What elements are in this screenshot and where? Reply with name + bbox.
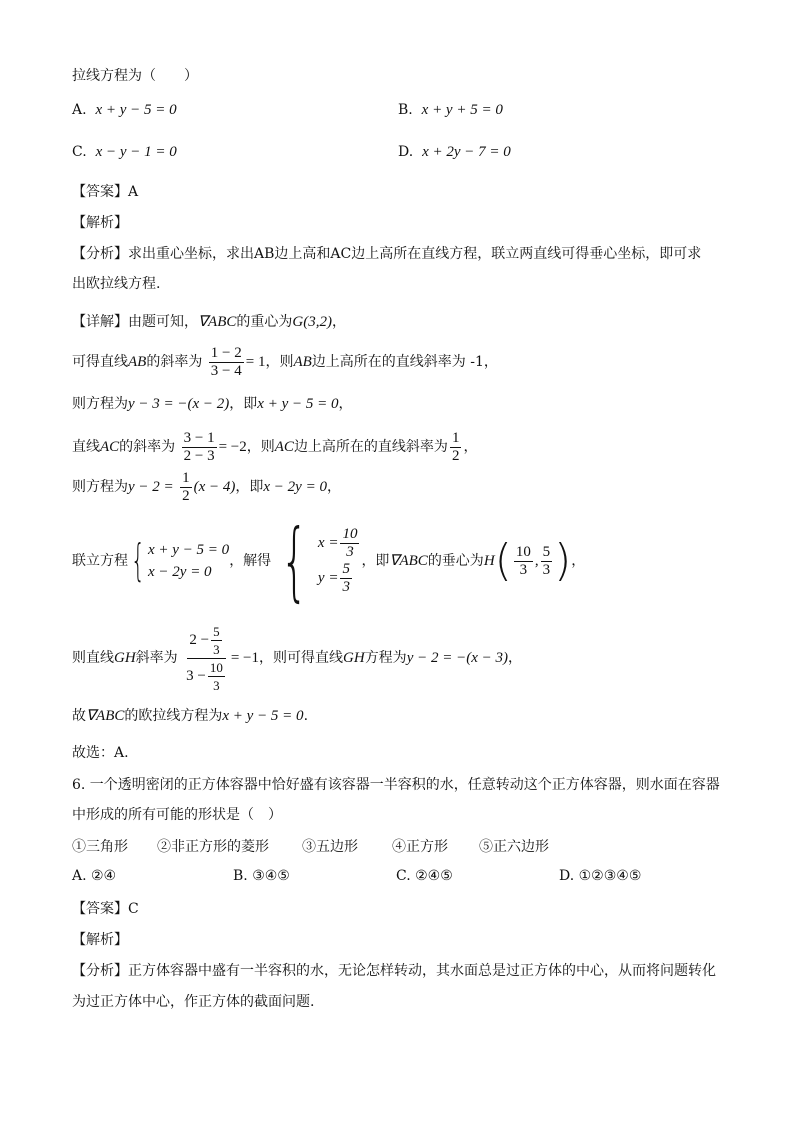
choose-5: 故选：A. bbox=[72, 745, 129, 761]
text: ， bbox=[331, 314, 346, 330]
option-5-a[interactable] bbox=[72, 102, 177, 119]
fraction bbox=[182, 430, 217, 465]
math-expr: = −1 bbox=[230, 650, 260, 666]
option-5-d[interactable] bbox=[398, 144, 511, 161]
fraction bbox=[211, 623, 222, 658]
right-paren: ) bbox=[554, 535, 572, 586]
fraction bbox=[180, 470, 192, 505]
option-expr: x + y − 5 = 0 bbox=[95, 102, 177, 118]
text: 可得直线 bbox=[72, 354, 128, 370]
question-6-line2: 中形成的所有可能的形状是（ ） bbox=[72, 807, 282, 823]
denominator: 2 − 3 bbox=[183, 447, 215, 464]
fenxi-5-line2: 出欧拉线方程. bbox=[72, 276, 161, 292]
fraction bbox=[514, 544, 533, 579]
numerator: 10 bbox=[209, 659, 223, 675]
math-expr: (x − 4) bbox=[193, 479, 236, 495]
text: 的欧拉线方程为 bbox=[124, 708, 223, 724]
detail-5-line3 bbox=[72, 394, 352, 414]
fraction bbox=[209, 345, 244, 380]
math-expr: x = bbox=[317, 534, 339, 551]
fraction bbox=[208, 659, 225, 694]
text: 则方程为 bbox=[72, 396, 128, 412]
text: , bbox=[534, 553, 539, 569]
fenxi-tag: 【分析】 bbox=[72, 246, 128, 262]
option-expr: x + 2y − 7 = 0 bbox=[422, 144, 511, 160]
answer-value: C bbox=[128, 901, 139, 917]
math-var: AB bbox=[293, 354, 312, 370]
left-brace: { bbox=[280, 511, 309, 611]
math-expr: = −2 bbox=[218, 439, 247, 455]
text: 的斜率为 bbox=[119, 439, 176, 455]
denominator: 3 bbox=[346, 544, 354, 560]
numerator: 3 − 1 bbox=[183, 429, 215, 446]
solution-system bbox=[318, 526, 362, 596]
fraction bbox=[340, 561, 352, 596]
fenxi-6-line2: 为过正方体中心，作正方体的截面问题. bbox=[72, 994, 315, 1010]
detail-5-line8 bbox=[72, 706, 308, 726]
text: 的斜率为 bbox=[146, 354, 203, 370]
text: ，即 bbox=[361, 553, 390, 569]
text: ， bbox=[338, 396, 353, 412]
math-var: AC bbox=[274, 439, 294, 455]
denominator: 2 bbox=[451, 447, 460, 464]
text: 联立方程 bbox=[72, 553, 128, 569]
option-letter: B. bbox=[398, 102, 413, 118]
math-expr: y − 2 = −(x − 3) bbox=[406, 650, 508, 666]
numerator: 5 bbox=[213, 623, 220, 639]
numerator: 1 bbox=[451, 429, 460, 446]
denominator: 3 bbox=[213, 677, 220, 693]
math-var: AC bbox=[100, 439, 120, 455]
denominator: 3 bbox=[213, 641, 220, 657]
jiexi-5: 【解析】 bbox=[72, 215, 128, 231]
q6-item-5: ⑤正六边形 bbox=[479, 839, 549, 855]
math-var: GH bbox=[343, 650, 365, 666]
option-6-b[interactable]: B. ③④⑤ bbox=[233, 868, 290, 884]
option-6-a[interactable]: A. ②④ bbox=[72, 868, 117, 884]
answer-6 bbox=[72, 899, 139, 919]
numerator bbox=[187, 623, 225, 659]
fenxi-text: 求出重心坐标，求出AB边上高和AC边上高所在直线方程，联立两直线可得垂心坐标，即可求 bbox=[128, 246, 702, 262]
detail-5-line5 bbox=[72, 468, 341, 506]
detail-5-line2 bbox=[72, 343, 498, 381]
math-expr: y − 2 = bbox=[128, 479, 174, 495]
math-expr: 3 − bbox=[186, 667, 206, 684]
numerator: 10 bbox=[342, 526, 358, 542]
math-expr: 2 − bbox=[189, 631, 210, 648]
option-5-c[interactable] bbox=[72, 144, 177, 161]
math-expr: x + y − 5 = 0 bbox=[257, 396, 339, 412]
detail-5-line6 bbox=[72, 511, 586, 611]
denominator bbox=[184, 659, 229, 694]
option-letter: D. bbox=[398, 144, 414, 160]
q6-item-3: ③五边形 bbox=[302, 839, 358, 855]
option-6-d[interactable]: D. ①②③④⑤ bbox=[559, 868, 642, 884]
text: 的垂心为 bbox=[427, 553, 484, 569]
fenxi-text: 正方体容器中盛有一半容积的水，无论怎样转动，其水面总是过正方体的中心，从而将问题转化 bbox=[128, 963, 716, 979]
text: ，即 bbox=[235, 479, 264, 495]
text: 直线 bbox=[72, 439, 100, 455]
math-var: AB bbox=[128, 354, 147, 370]
answer-5 bbox=[72, 182, 138, 202]
text: ， bbox=[507, 650, 522, 666]
text: ，解得 bbox=[229, 553, 272, 569]
option-5-b[interactable] bbox=[398, 102, 503, 119]
text: ， bbox=[463, 439, 478, 455]
fenxi-tag: 【分析】 bbox=[72, 963, 128, 979]
math-expr: x + y − 5 = 0 bbox=[222, 708, 304, 724]
denominator: 3 bbox=[342, 579, 350, 595]
math-expr: y − 3 = −(x − 2) bbox=[128, 396, 230, 412]
text: 边上高所在的直线斜率为 bbox=[293, 439, 448, 455]
option-6-c[interactable]: C. ②④⑤ bbox=[396, 868, 453, 884]
math-expr: y = bbox=[317, 569, 339, 586]
answer-tag: 【答案】 bbox=[72, 901, 128, 917]
left-paren: ( bbox=[494, 535, 512, 586]
text: ，则 bbox=[246, 439, 275, 455]
text: ， bbox=[571, 553, 586, 569]
math-expr: G(3,2) bbox=[292, 314, 332, 330]
detail-5-line7 bbox=[72, 618, 522, 698]
text: . bbox=[303, 708, 309, 724]
math-var: H bbox=[483, 553, 495, 569]
equation: x + y − 5 = 0 bbox=[148, 542, 230, 558]
denominator: 3 − 4 bbox=[210, 362, 242, 379]
fraction bbox=[340, 526, 359, 561]
denominator: 3 bbox=[519, 561, 528, 578]
triangle-symbol: ∇ABC bbox=[198, 314, 237, 330]
answer-tag: 【答案】 bbox=[72, 184, 128, 200]
text: 斜率为 bbox=[135, 650, 178, 666]
equation: x − 2y = 0 bbox=[148, 564, 212, 580]
compound-fraction bbox=[184, 623, 229, 694]
left-brace: { bbox=[131, 535, 145, 586]
text: 则方程为 bbox=[72, 479, 128, 495]
denominator: 3 bbox=[542, 561, 551, 578]
triangle-symbol: ∇ABC bbox=[389, 553, 428, 569]
text: 方程为 bbox=[364, 650, 407, 666]
denominator: 2 bbox=[182, 487, 190, 504]
numerator: 1 bbox=[182, 469, 190, 486]
q6-item-1: ①三角形 bbox=[72, 839, 128, 855]
numerator: 5 bbox=[342, 561, 350, 577]
detail-tag: 【详解】 bbox=[72, 314, 128, 330]
jiexi-6: 【解析】 bbox=[72, 932, 128, 948]
solution-x bbox=[318, 526, 362, 561]
text: ，则 bbox=[265, 354, 294, 370]
question-6-line1: 6. 一个透明密闭的正方体容器中恰好盛有该容器一半容积的水，任意转动这个正方体容器，则水面在容器 bbox=[72, 777, 720, 793]
fraction bbox=[541, 544, 553, 579]
fenxi-6-line1 bbox=[72, 961, 716, 981]
triangle-symbol: ∇ABC bbox=[86, 708, 125, 724]
fenxi-5-line1 bbox=[72, 244, 701, 264]
fraction bbox=[450, 430, 462, 465]
detail-5-line1 bbox=[72, 312, 346, 332]
q6-item-4: ④正方形 bbox=[392, 839, 448, 855]
math-var: GH bbox=[114, 650, 136, 666]
text: ，则可得直线 bbox=[259, 650, 344, 666]
numerator: 1 − 2 bbox=[210, 344, 242, 361]
numerator: 5 bbox=[542, 543, 551, 560]
equation-system bbox=[148, 539, 229, 583]
text: 的重心为 bbox=[236, 314, 293, 330]
text: 故 bbox=[72, 708, 86, 724]
option-expr: x − y − 1 = 0 bbox=[95, 144, 177, 160]
answer-value: A bbox=[128, 184, 139, 200]
text: 由题可知， bbox=[128, 314, 198, 330]
text: 边上高所在的直线斜率为 -1， bbox=[311, 354, 498, 370]
question-5-tail: 拉线方程为（ ） bbox=[72, 68, 198, 84]
option-expr: x + y + 5 = 0 bbox=[421, 102, 503, 118]
math-expr: = 1 bbox=[245, 354, 266, 370]
detail-5-line4 bbox=[72, 428, 477, 466]
option-letter: A. bbox=[72, 102, 87, 118]
solution-y bbox=[318, 561, 362, 596]
option-letter: C. bbox=[72, 144, 87, 160]
q6-item-2: ②非正方形的菱形 bbox=[157, 839, 269, 855]
text: 则直线 bbox=[72, 650, 114, 666]
text: ， bbox=[326, 479, 341, 495]
text: ，即 bbox=[229, 396, 258, 412]
numerator: 10 bbox=[515, 543, 531, 560]
math-expr: x − 2y = 0 bbox=[263, 479, 327, 495]
